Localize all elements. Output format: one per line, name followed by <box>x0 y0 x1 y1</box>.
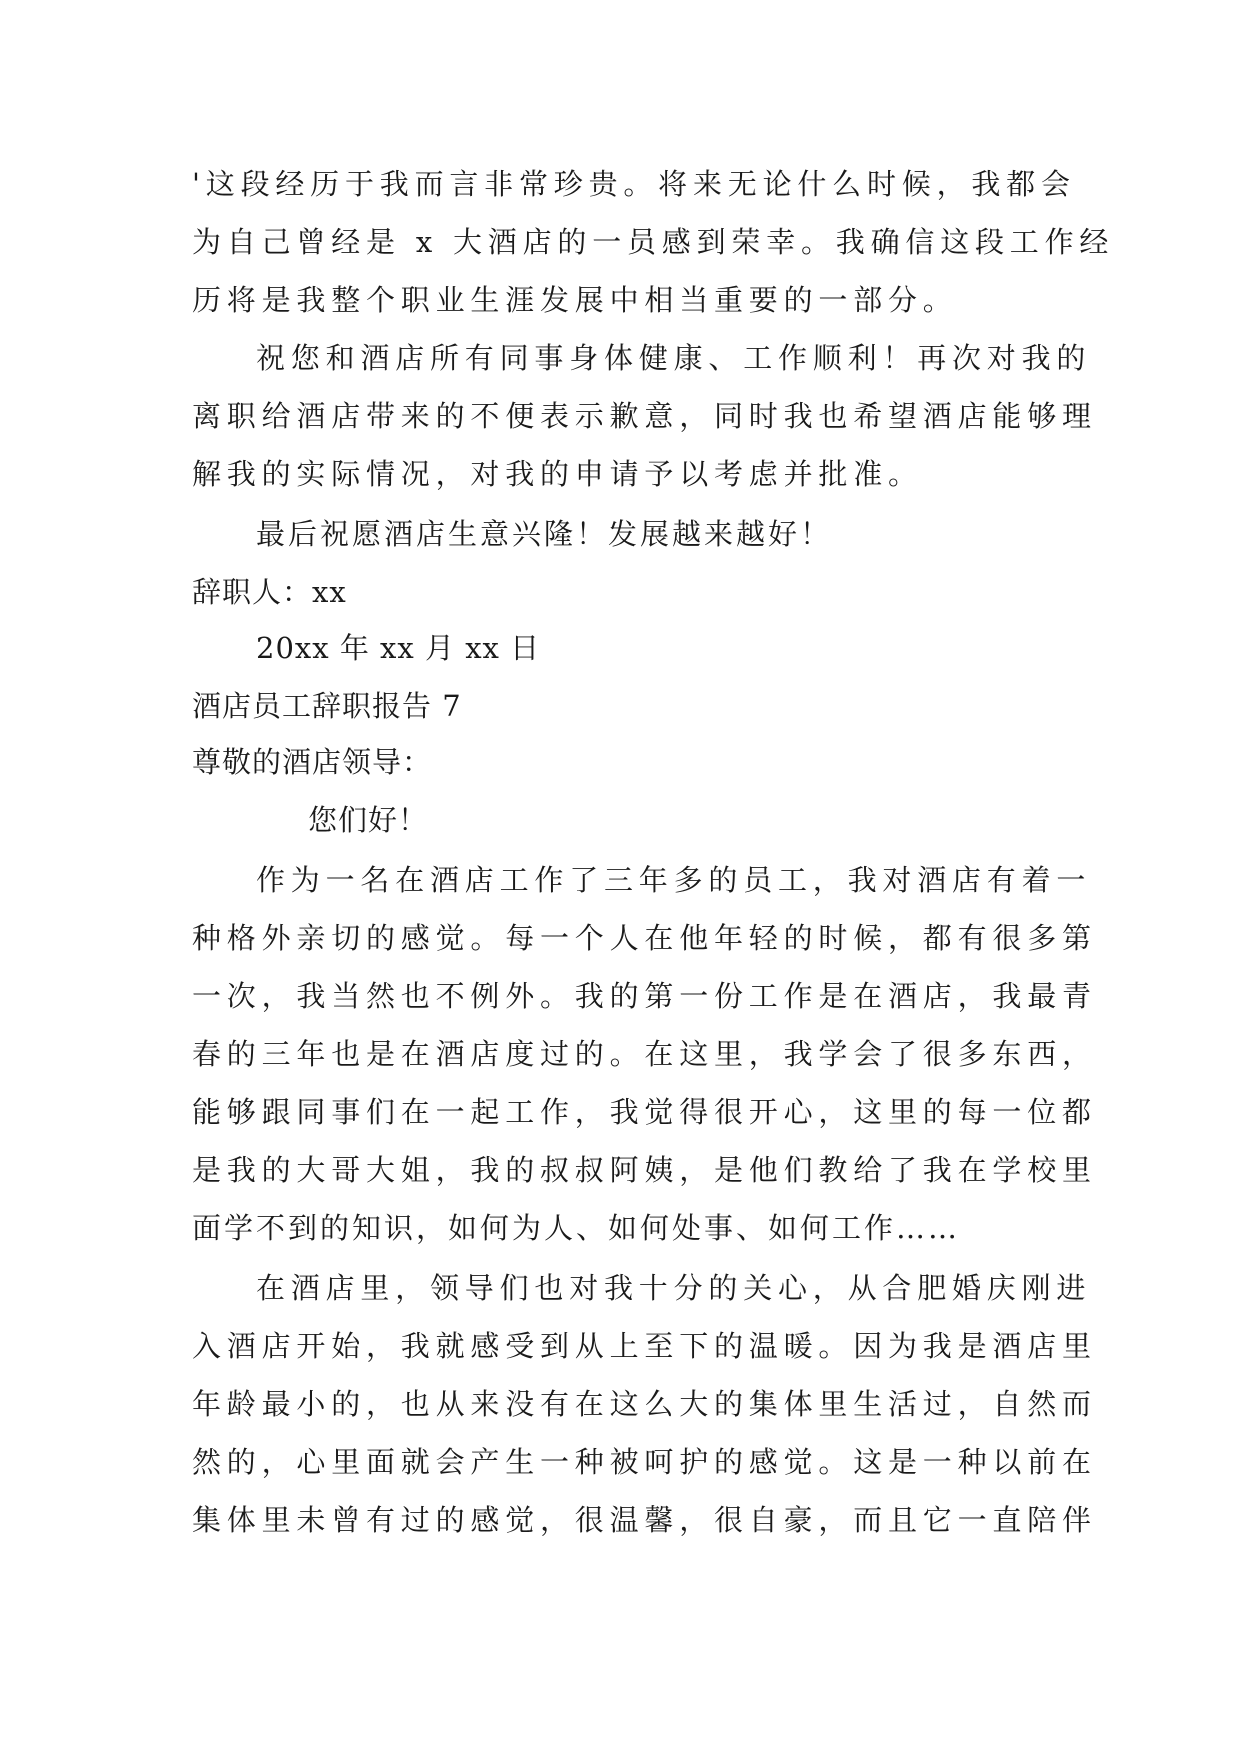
body-text-line: 一次，我当然也不例外。我的第一份工作是在酒店，我最青 <box>192 979 1097 1013</box>
body-text-line: 然的，心里面就会产生一种被呵护的感觉。这是一种以前在 <box>192 1445 1097 1479</box>
section-title: 酒店员工辞职报告 7 <box>192 689 462 723</box>
date-line: 20xx 年 xx 月 xx 日 <box>256 631 541 665</box>
body-text-line: '这段经历于我而言非常珍贵。将来无论什么时候，我都会 <box>192 167 1076 201</box>
body-text-line: 作为一名在酒店工作了三年多的员工，我对酒店有着一 <box>256 863 1092 897</box>
salutation: 尊敬的酒店领导： <box>192 745 433 779</box>
body-text-line: 离职给酒店带来的不便表示歉意，同时我也希望酒店能够理 <box>192 399 1097 433</box>
body-text-line: 历将是我整个职业生涯发展中相当重要的一部分。 <box>192 283 958 317</box>
body-text-line: 集体里未曾有过的感觉，很温馨，很自豪，而且它一直陪伴 <box>192 1503 1097 1537</box>
body-text-line: 解我的实际情况，对我的申请予以考虑并批准。 <box>192 457 923 491</box>
body-text-line: 能够跟同事们在一起工作，我觉得很开心，这里的每一位都 <box>192 1095 1097 1129</box>
greeting: 您们好！ <box>308 803 429 837</box>
body-text-line: 祝您和酒店所有同事身体健康、工作顺利！再次对我的 <box>256 341 1092 375</box>
body-text-line: 为自己曾经是 x 大酒店的一员感到荣幸。我确信这段工作经 <box>192 225 1115 259</box>
body-text-line: 入酒店开始，我就感受到从上至下的温暖。因为我是酒店里 <box>192 1329 1097 1363</box>
body-text-line: 春的三年也是在酒店度过的。在这里，我学会了很多东西， <box>192 1037 1097 1071</box>
body-text-line: 面学不到的知识，如何为人、如何处事、如何工作…… <box>192 1211 961 1245</box>
body-text-line: 种格外亲切的感觉。每一个人在他年轻的时候，都有很多第 <box>192 921 1097 955</box>
body-text-line: 年龄最小的，也从来没有在这么大的集体里生活过，自然而 <box>192 1387 1097 1421</box>
signature-line: 辞职人：xx <box>192 575 347 609</box>
body-text-line: 最后祝愿酒店生意兴隆！发展越来越好！ <box>256 517 833 551</box>
body-text-line: 在酒店里，领导们也对我十分的关心，从合肥婚庆刚进 <box>256 1271 1092 1305</box>
body-text-line: 是我的大哥大姐，我的叔叔阿姨，是他们教给了我在学校里 <box>192 1153 1097 1187</box>
